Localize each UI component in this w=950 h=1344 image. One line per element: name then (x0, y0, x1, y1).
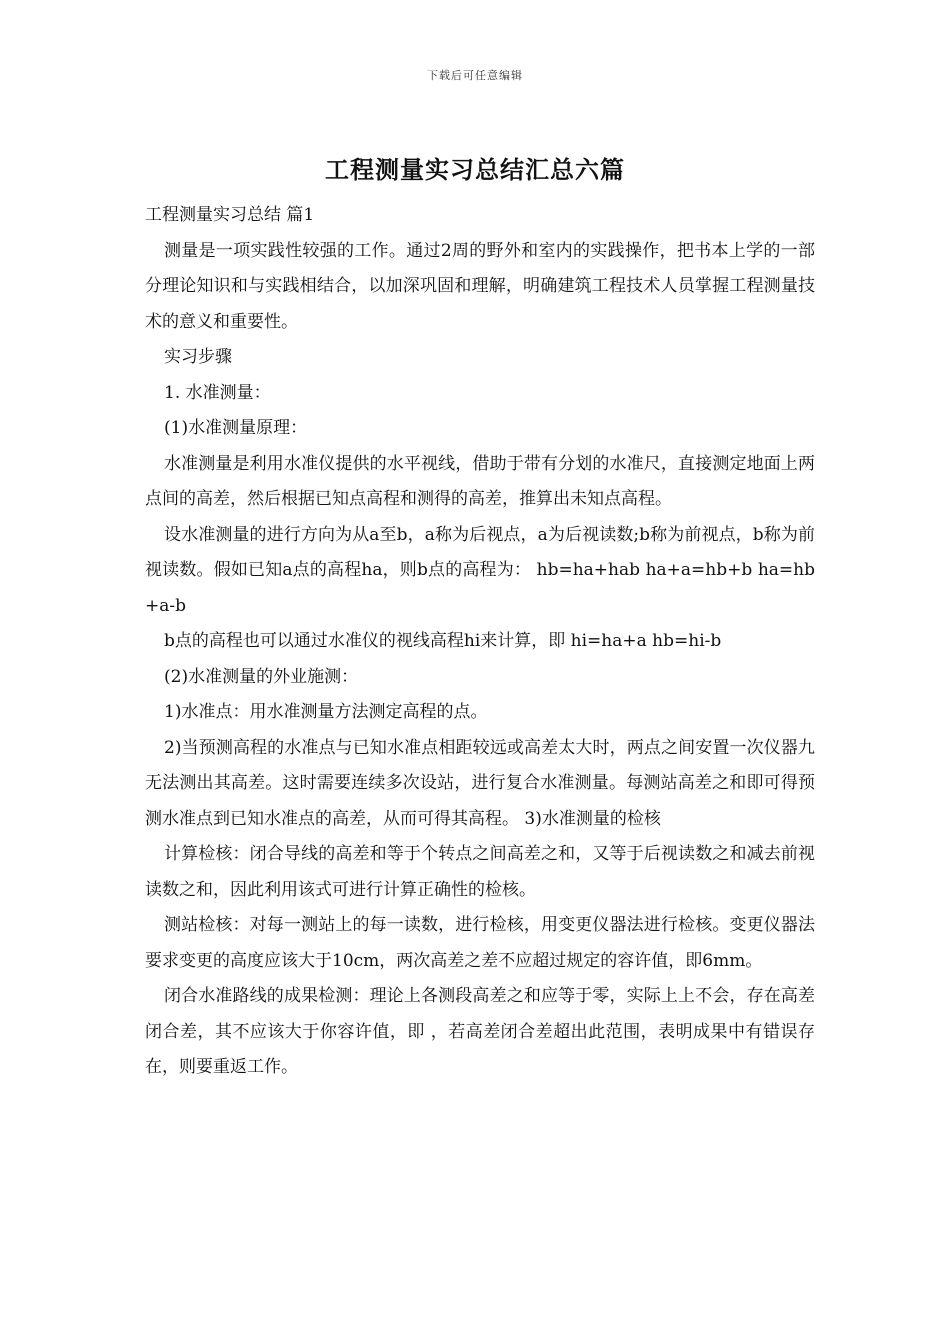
paragraph: 水准测量是利用水准仪提供的水平视线，借助于带有分划的水准尺，直接测定地面上两点间的高差，然后根据已知点高程和测得的高差，推算出未知点高程。 (145, 453, 815, 509)
paragraph: 测量是一项实践性较强的工作。通过2周的野外和室内的实践操作，把书本上学的一部分理论知识和与实践相结合，以加深巩固和理解，明确建筑工程技术人员掌握工程测量技术的意义和重要性。 (145, 240, 815, 332)
paragraph: (2)水准测量的外业施测： (164, 666, 359, 687)
header-note: 下载后可任意编辑 (427, 69, 523, 82)
paragraph: 闭合水准路线的成果检测：理论上各测段高差之和应等于零，实际上上不会，存在高差闭合差，其不应该大于你容许值，即 ，若高差闭合差超出此范围，表明成果中有错误存在，则要重返工作。 (145, 986, 815, 1077)
paragraph: 2)当预测高程的水准点与已知水准点相距较远或高差太大时，两点之间安置一次仪器九无法测出其高差。这时需要连续多次设站，进行复合水准测量。每测站高差之和即可得预测水准点到已知水准点的高差，从而可得其高程。 3)水准测量的检核 (145, 737, 815, 829)
paragraph: b点的高程也可以通过水准仪的视线高程hi来计算，即 hi=ha+a hb=hi-b (164, 631, 722, 651)
paragraph: 设水准测量的进行方向为从a至b，a称为后视点，a为后视读数;b称为前视点，b称为前视读数。假如已知a点的高程ha，则b点的高程为： hb=ha+hab ha+a=hb+b ha=hb+a-b (145, 524, 815, 616)
paragraph: 1. 水准测量： (164, 382, 271, 403)
paragraph: 1)水准点：用水准测量方法测定高程的点。 (164, 702, 488, 722)
document-body (145, 198, 815, 1086)
paragraph: 工程测量实习总结 篇1 (145, 205, 315, 225)
document-title: 工程测量实习总结汇总六篇 (325, 155, 625, 184)
paragraph: (1)水准测量原理： (164, 418, 308, 438)
paragraph: 实习步骤 (164, 347, 232, 367)
paragraph: 计算检核：闭合导线的高差和等于个转点之间高差之和，又等于后视读数之和减去前视读数之和，因此利用该式可进行计算正确性的检核。 (145, 844, 815, 900)
paragraph: 测站检核：对每一测站上的每一读数，进行检核，用变更仪器法进行检核。变更仪器法要求变更的高度应该大于10cm，两次高差之差不应超过规定的容许值，即6mm。 (145, 915, 815, 971)
